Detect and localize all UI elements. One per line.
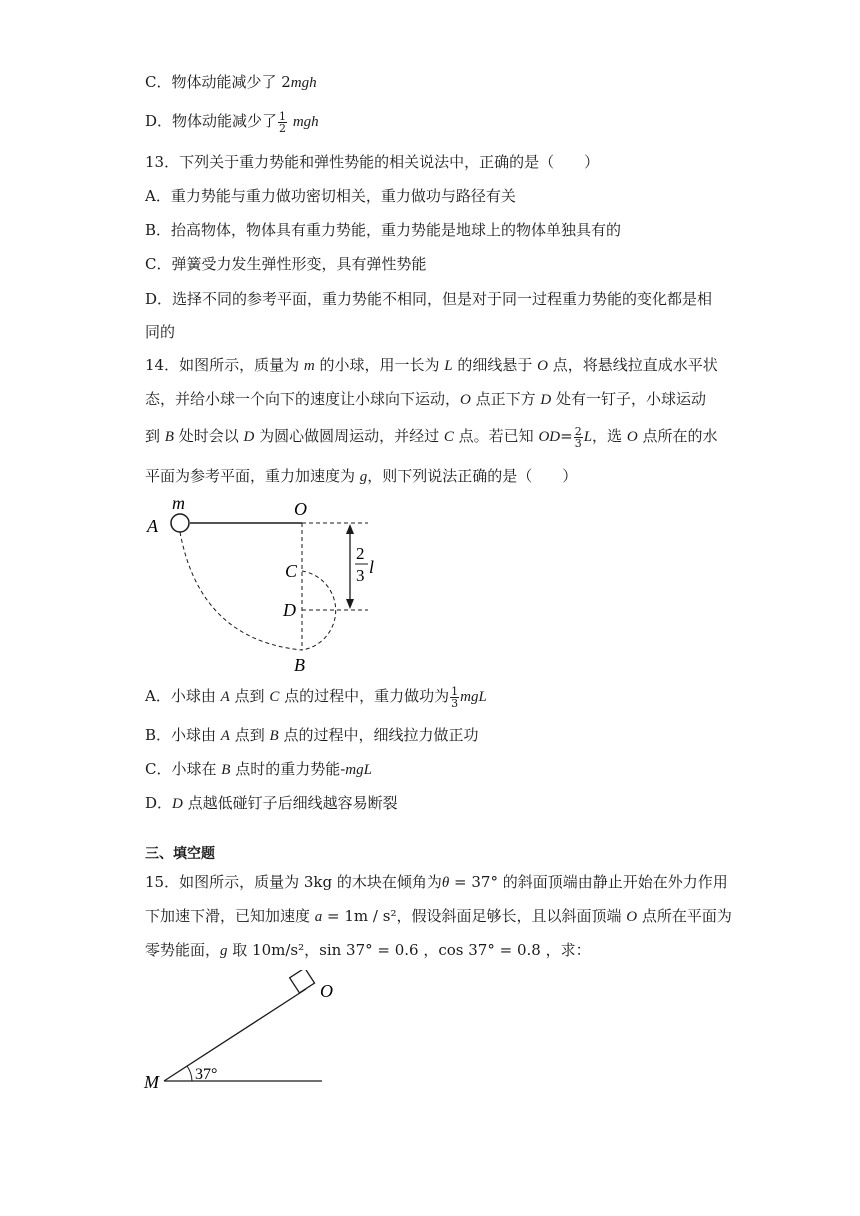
q14-stem-line4: 平面为参考平面，重力加速度为 g，则下列说法正确的是（ ）	[145, 467, 578, 485]
q13-option-d-line2: 同的	[145, 323, 176, 341]
label-m: m	[172, 495, 185, 513]
q14-stem-line1: 14．如图所示，质量为 m 的小球，用一长为 L 的细线悬于 O 点，将悬线拉直成水平状	[145, 356, 718, 374]
label-angle: 37°	[195, 1066, 218, 1083]
section-heading: 三、填空题	[145, 846, 215, 862]
q15-stem-line2: 下加速下滑，已知加速度 a = 1m / s²，假设斜面足够长，且以斜面顶端 O 点所在平面为	[145, 907, 732, 925]
q13-option-d-line1: D．选择不同的参考平面，重力势能不相同，但是对于同一过程重力势能的变化都是相	[145, 290, 713, 308]
label-m-point: M	[144, 1072, 159, 1092]
q14-stem-line2: 态，并给小球一个向下的速度让小球向下运动，O 点正下方 D 处有一钉子，小球运动	[145, 390, 707, 408]
q15-stem-line3: 零势能面，g 取 10m/s²，sin 37° = 0.6 ，cos 37° = 0.8 ，求：	[145, 941, 591, 959]
label-frac-den: 3	[356, 566, 365, 585]
fraction-one-third: $\frac{1}{3}$	[451, 684, 459, 710]
label-o-point: O	[320, 981, 333, 1001]
q13-option-c: C．弹簧受力发生弹性形变，具有弹性势能	[145, 255, 427, 273]
q13-option-b: B．抬高物体，物体具有重力势能，重力势能是地球上的物体单独具有的	[145, 221, 622, 239]
pendulum-diagram	[140, 495, 380, 680]
fraction-two-thirds: $\frac{2}{3}$	[574, 424, 582, 450]
fraction-one-half: $\frac{1}{2}$	[279, 109, 287, 135]
q14-option-b: B．小球由 A 点到 B 点的过程中，细线拉力做正功	[145, 726, 479, 744]
label-a: A	[147, 516, 158, 536]
q14-option-d: D．D 点越低碰钉子后细线越容易断裂	[145, 794, 398, 812]
incline-diagram	[140, 970, 350, 1095]
label-b: B	[294, 655, 305, 675]
q12-option-c: C．物体动能减少了 2mgh	[145, 73, 317, 91]
q15-stem-line1: 15．如图所示，质量为 3kg 的木块在倾角为θ = 37° 的斜面顶端由静止开始在外力作用	[145, 873, 728, 891]
label-l: l	[369, 557, 375, 577]
q14-stem-line3: 到 B 处时会以 D 为圆心做圆周运动，并经过 C 点。若已知 OD= $\frac{2}{3}$ L，选 O 点所在的水	[145, 424, 718, 450]
label-c: C	[285, 561, 298, 581]
label-o: O	[294, 499, 307, 519]
label-frac-num: 2	[356, 544, 365, 563]
q14-option-c: C．小球在 B 点时的重力势能-mgL	[145, 760, 372, 778]
q13-option-a: A．重力势能与重力做功密切相关，重力做功与路径有关	[145, 187, 516, 205]
label-d: D	[283, 600, 296, 620]
q13-stem: 13．下列关于重力势能和弹性势能的相关说法中，正确的是（ ）	[145, 153, 600, 171]
q14-option-a: A．小球由 A 点到 C 点的过程中，重力做功为 $\frac{1}{3}$ mgL	[145, 684, 487, 710]
q12-option-d: D．物体动能减少了 $\frac{1}{2}$ mgh	[145, 109, 319, 135]
